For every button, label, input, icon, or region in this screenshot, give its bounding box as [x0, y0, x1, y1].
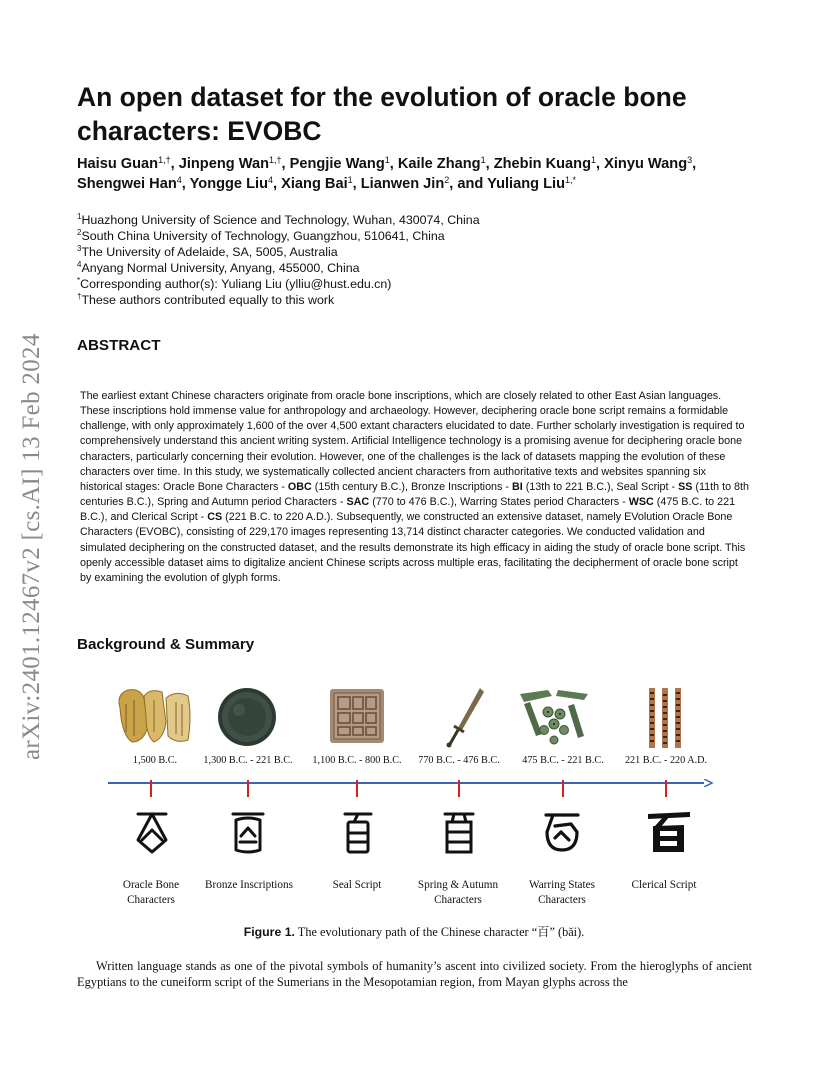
abstract-heading: ABSTRACT [77, 337, 161, 354]
oracle-bone-fragments-image [114, 686, 194, 746]
timeline-date: 1,100 B.C. - 800 B.C. [312, 755, 402, 766]
seal-script-glyph [342, 810, 374, 856]
author: Kaile Zhang$^1$ [397, 155, 486, 172]
arxiv-identifier: arXiv:2401.12467v2 [cs.AI] 13 Feb 2024 [18, 333, 45, 760]
equal-contribution-note: †These authors contributed equally to this work [77, 292, 335, 308]
timeline-date: 1,500 B.C. [132, 755, 178, 766]
bronze-inscription-glyph [230, 810, 266, 856]
timeline-tick [247, 780, 249, 797]
timeline-date: 475 B.C. - 221 B.C. [522, 755, 604, 766]
figure-label: Figure 1. [243, 925, 295, 939]
author: Haisu Guan$^{1,\dagger}$ [77, 155, 171, 172]
body-paragraph: Written language stands as one of the pivotal symbols of humanity’s ascent into civilized society. From the hieroglyphs of ancient Egyptians to the cuneiform script of the Sumerians in the Mesopotamian region, from Mayan glyphs across the [77, 959, 752, 990]
stage-label: Warring States Characters [529, 879, 595, 906]
author-list: Haisu Guan$^{1,\dagger}$, Jinpeng Wan$^{1,\dagger}$, Pengjie Wang$^1$, Kaile Zhang$^1$, Zhebin Kuang$^1$, Xinyu Wang$^3$, Shengwei Han$^4$, Yongge Liu$^4$, Xiang Bai$^1$, Lianwen Jin$^2$, and Yuliang Liu$^{1,*}$ [77, 155, 697, 192]
figure-evolution-timeline [108, 682, 718, 912]
affiliation: $^2$South China University of Technology, Guangzhou, 510641, China [77, 228, 445, 244]
affiliation: $^3$The University of Adelaide, SA, 5005, Australia [77, 244, 338, 260]
stage-label: Spring & Autumn Characters [417, 879, 499, 906]
stage-label: Oracle Bone Characters [122, 879, 180, 906]
author: Yongge Liu$^4$ [189, 175, 274, 192]
bronze-coins-image [518, 686, 590, 748]
timeline-tick [665, 780, 667, 797]
timeline-tick [458, 780, 460, 797]
clerical-script-glyph [646, 810, 692, 856]
author: Pengjie Wang$^1$ [289, 155, 390, 172]
abstract-text: The earliest extant Chinese characters originate from oracle bone inscriptions, which are closely related to other East Asian languages. These inscriptions hold immense value for anthropology and archaeology. However, deciphering oracle bone script remains a formidable challenge, with only approximately 1,600 of the over 4,500 extant characters elucidated to date. Further scholarly investigation is required to comprehensively understand this ancient writing system. Artificial Intelligence technology is a promising avenue for deciphering oracle bone characters, particularly concerning their evolution. However, one of the challenges is the lack of datasets mapping the evolution of these characters over time. In this study, we systematically collected ancient characters from authoritative texts and websites spanning six historical stages: Oracle Bone Characters - OBC (15th century B.C.), Bronze Inscriptions - BI (13th to 221 B.C.), Seal Script - SS (11th to 8th centuries B.C.), Spring and Autumn period Characters - SAC (770 to 476 B.C.), Warring States period Characters - WSC (475 B.C. to 221 B.C.), and Clerical Script - CS (221 B.C. to 220 A.D.). Subsequently, we constructed an extensive dataset, namely EVolution Oracle Bone Characters (EVOBC), consisting of 229,170 images representing 13,714 distinct character categories. We conducted validation and simulated deciphering on the constructed dataset, and the results demonstrate its high efficacy in aiding the study of oracle bone script. This openly accessible dataset aims to digitalize ancient Chinese scripts across multiple eras, facilitating the decipherment of oracle bone script by examining the evolution of glyph forms. [80, 390, 749, 584]
affiliation: $^4$Anyang Normal University, Anyang, 455000, China [77, 260, 360, 276]
author: Shengwei Han$^4$ [77, 175, 182, 192]
stage-label: Clerical Script [631, 879, 697, 891]
stage-label: Bronze Inscriptions [205, 879, 293, 891]
background-heading: Background & Summary [77, 636, 255, 653]
author: Jinpeng Wan$^{1,\dagger}$ [178, 155, 282, 172]
author: Xinyu Wang$^3$ [604, 155, 693, 172]
author: Lianwen Jin$^2$ [360, 175, 450, 192]
stage-label: Seal Script [332, 879, 382, 891]
bronze-vessel-image [215, 686, 279, 748]
warring-states-glyph [543, 810, 581, 856]
spring-autumn-glyph [442, 810, 476, 856]
paper-title: An open dataset for the evolution of oracle bone characters: EVOBC [77, 82, 687, 146]
timeline-tick [356, 780, 358, 797]
timeline-axis [108, 779, 714, 787]
author: Xiang Bai$^1$ [281, 175, 353, 192]
oracle-bone-glyph [134, 810, 170, 856]
affiliation: $^1$Huazhong University of Science and Technology, Wuhan, 430074, China [77, 212, 480, 227]
bamboo-slips-image [646, 686, 686, 750]
figure-caption: Figure 1. The evolutionary path of the Chinese character “百” (bǎi). [243, 925, 585, 939]
timeline-date: 770 B.C. - 476 B.C. [418, 755, 500, 766]
timeline-date: 221 B.C. - 220 A.D. [624, 755, 708, 766]
timeline-tick [150, 780, 152, 797]
affiliation-list [77, 212, 757, 309]
timeline-tick [562, 780, 564, 797]
author: Yuliang Liu$^{1,*}$ [487, 175, 577, 192]
bronze-sword-image [446, 686, 486, 748]
author: Zhebin Kuang$^1$ [493, 155, 597, 172]
seal-stone-image [328, 687, 386, 745]
timeline-date: 1,300 B.C. - 221 B.C. [203, 755, 293, 766]
corresponding-author: *Corresponding author(s): Yuliang Liu (ylliu@hust.edu.cn) [77, 276, 392, 292]
